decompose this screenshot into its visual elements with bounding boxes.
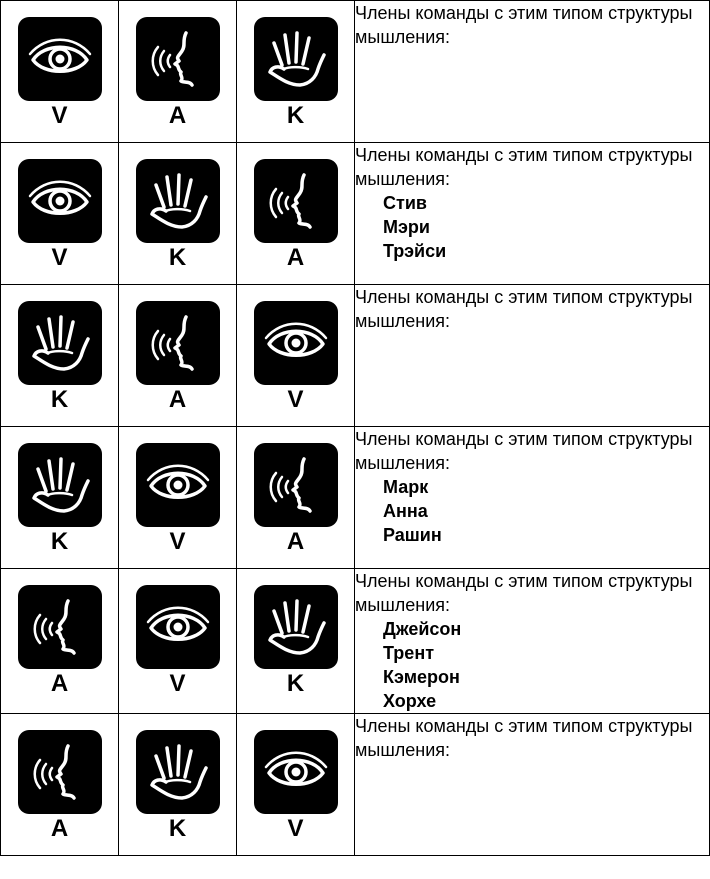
ear-icon	[18, 585, 102, 669]
modality-letter: V	[287, 386, 304, 413]
eye-icon	[136, 443, 220, 527]
modality-letter: V	[51, 244, 68, 271]
eye-icon	[254, 301, 338, 385]
ear-icon	[136, 17, 220, 101]
eye-icon	[18, 17, 102, 101]
icon-cell	[1, 714, 119, 856]
hand-icon	[18, 301, 102, 385]
member-names-list	[355, 617, 709, 713]
table-row	[1, 427, 710, 569]
eye-icon	[18, 159, 102, 243]
hand-icon	[136, 159, 220, 243]
member-name: Хорхе	[383, 691, 437, 711]
team-members-label: Члены команды с этим типом структуры мышления:	[355, 716, 693, 760]
icon-cell	[237, 714, 355, 856]
hand-icon	[18, 443, 102, 527]
team-members-cell	[355, 427, 710, 569]
table-row	[1, 143, 710, 285]
member-name: Стив	[383, 193, 427, 213]
icon-cell	[237, 1, 355, 143]
member-name: Джейсон	[383, 619, 462, 639]
table-row	[1, 285, 710, 427]
member-name: Мэри	[383, 217, 430, 237]
modality-letter: A	[50, 815, 69, 842]
table-row	[1, 1, 710, 143]
icon-cell	[119, 143, 237, 285]
icon-cell	[237, 285, 355, 427]
team-members-cell	[355, 569, 710, 714]
member-name: Трэйси	[383, 241, 447, 261]
modality-letter: A	[286, 244, 305, 271]
table-row	[1, 569, 710, 714]
eye-icon	[136, 585, 220, 669]
team-members-cell	[355, 285, 710, 427]
team-members-label: Члены команды с этим типом структуры мышления:	[355, 571, 693, 615]
team-members-label: Члены команды с этим типом структуры мышления:	[355, 3, 693, 47]
ear-icon	[254, 159, 338, 243]
member-names-list	[355, 475, 709, 547]
modality-letter: K	[168, 815, 187, 842]
icon-cell	[1, 427, 119, 569]
member-name: Кэмерон	[383, 667, 460, 687]
member-name: Трент	[383, 643, 435, 663]
modality-letter: A	[168, 102, 187, 129]
modality-letter: K	[286, 670, 305, 697]
hand-icon	[254, 585, 338, 669]
team-members-cell	[355, 143, 710, 285]
modality-letter: V	[287, 815, 304, 842]
member-names-list	[355, 191, 709, 263]
team-members-label: Члены команды с этим типом структуры мышления:	[355, 429, 693, 473]
icon-cell	[1, 1, 119, 143]
icon-cell	[119, 285, 237, 427]
icon-cell	[119, 569, 237, 714]
icon-cell	[119, 1, 237, 143]
modality-letter: K	[286, 102, 305, 129]
icon-cell	[237, 143, 355, 285]
member-name: Марк	[383, 477, 429, 497]
hand-icon	[254, 17, 338, 101]
icon-cell	[237, 569, 355, 714]
modality-letter: K	[50, 386, 69, 413]
modality-letter: A	[286, 528, 305, 555]
ear-icon	[18, 730, 102, 814]
modality-letter: V	[169, 670, 186, 697]
ear-icon	[136, 301, 220, 385]
icon-cell	[1, 569, 119, 714]
modality-letter: A	[50, 670, 69, 697]
table-row	[1, 714, 710, 856]
modality-letter: K	[168, 244, 187, 271]
member-name: Рашин	[383, 525, 442, 545]
eye-icon	[254, 730, 338, 814]
member-name: Анна	[383, 501, 428, 521]
icon-cell	[1, 143, 119, 285]
icon-cell	[119, 427, 237, 569]
icon-cell	[237, 427, 355, 569]
icon-cell	[1, 285, 119, 427]
icon-cell	[119, 714, 237, 856]
hand-icon	[136, 730, 220, 814]
modality-letter: V	[169, 528, 186, 555]
modality-letter: V	[51, 102, 68, 129]
ear-icon	[254, 443, 338, 527]
team-members-label: Члены команды с этим типом структуры мышления:	[355, 287, 693, 331]
modality-letter: K	[50, 528, 69, 555]
team-members-cell	[355, 1, 710, 143]
team-members-cell	[355, 714, 710, 856]
modality-letter: A	[168, 386, 187, 413]
team-members-label: Члены команды с этим типом структуры мышления:	[355, 145, 693, 189]
